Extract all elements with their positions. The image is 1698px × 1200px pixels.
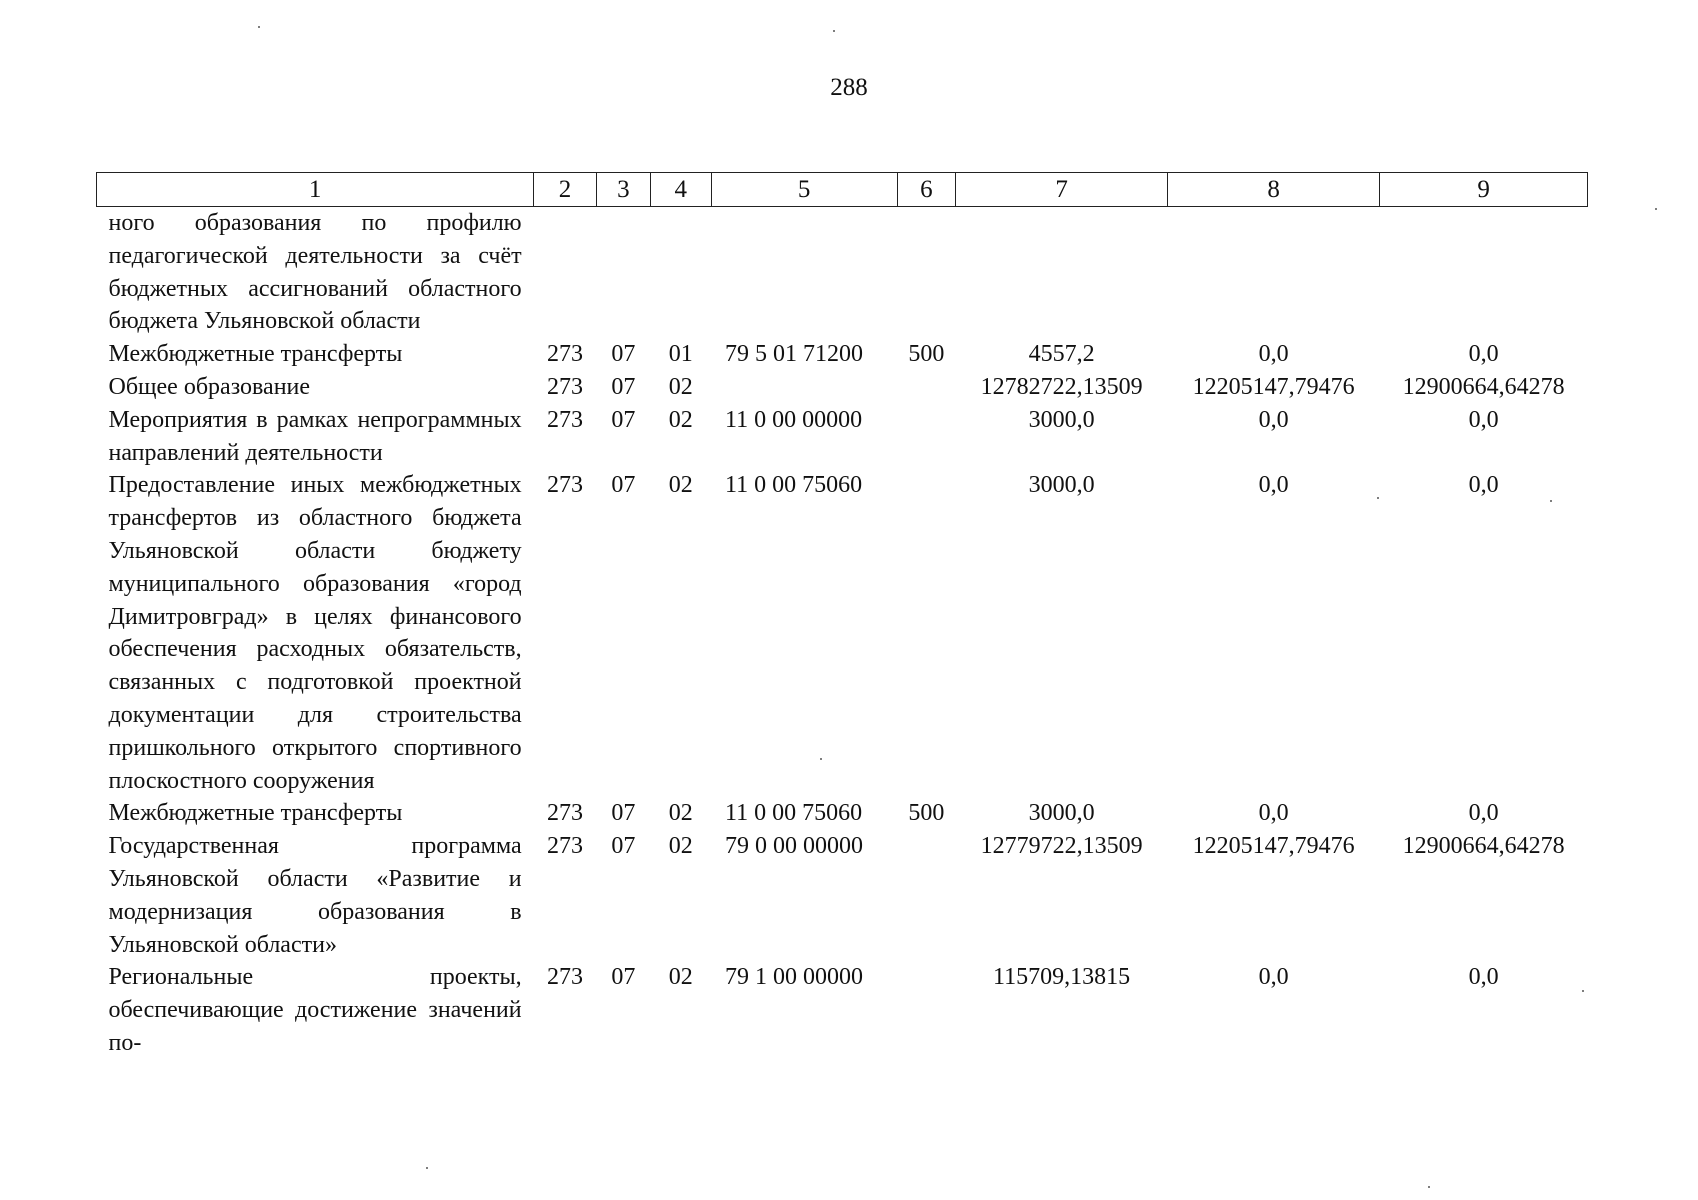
table-row — [97, 207, 1588, 339]
cell-target-article — [711, 207, 897, 339]
cell-expense-type — [897, 961, 955, 1059]
cell-subsection — [650, 207, 711, 339]
cell-amount-9: 0,0 — [1468, 341, 1499, 368]
table-row — [97, 830, 1588, 961]
scan-speck — [258, 26, 260, 28]
scan-speck — [820, 758, 822, 760]
cell-amount-9 — [1380, 207, 1588, 339]
table-row — [97, 371, 1588, 404]
cell-section: 07 — [611, 472, 636, 499]
cell-amount-7: 12782722,13509 — [980, 373, 1143, 400]
cell-section: 07 — [611, 800, 636, 827]
cell-amount-8: 0,0 — [1258, 406, 1289, 433]
cell-section: 07 — [611, 964, 636, 991]
cell-amount-8: 0,0 — [1258, 964, 1289, 991]
cell-admin-code: 273 — [547, 472, 583, 499]
cell-expense-type — [897, 469, 955, 797]
column-header: 2 — [534, 173, 597, 207]
cell-subsection: 02 — [668, 964, 693, 991]
cell-amount-7: 4557,2 — [1028, 341, 1095, 368]
cell-admin-code: 273 — [547, 341, 583, 368]
row-name: Мероприятия в рамках непрограммных направлений деятельности — [108, 406, 522, 466]
cell-admin-code: 273 — [547, 964, 583, 991]
scan-speck — [833, 30, 835, 32]
column-header: 5 — [711, 173, 897, 207]
column-header: 1 — [97, 173, 534, 207]
table-header — [97, 173, 1588, 207]
cell-amount-9: 0,0 — [1468, 964, 1499, 991]
cell-amount-8: 0,0 — [1258, 341, 1289, 368]
row-name: Региональные проекты, обеспечивающие достижение значений по- — [108, 964, 522, 1056]
cell-section: 07 — [611, 373, 636, 400]
cell-amount-7: 115709,13815 — [993, 964, 1131, 991]
column-header: 4 — [650, 173, 711, 207]
cell-amount-7: 3000,0 — [1028, 800, 1095, 827]
cell-subsection: 01 — [668, 341, 693, 368]
cell-subsection: 02 — [668, 406, 693, 433]
cell-target-article: 79 0 00 00000 — [725, 833, 864, 860]
cell-expense-type — [897, 404, 955, 470]
cell-target-article: 11 0 00 75060 — [725, 472, 863, 499]
cell-expense-type: 500 — [908, 800, 945, 827]
cell-target-article: 79 1 00 00000 — [725, 964, 864, 991]
cell-section: 07 — [611, 833, 636, 860]
page-number: 288 — [830, 74, 868, 101]
table-row — [97, 797, 1588, 830]
cell-expense-type — [897, 371, 955, 404]
row-name: Межбюджетные трансферты — [108, 341, 403, 368]
table-row — [97, 961, 1588, 1059]
cell-amount-7: 3000,0 — [1028, 406, 1095, 433]
cell-target-article: 11 0 00 75060 — [725, 800, 863, 827]
cell-section — [596, 207, 650, 339]
cell-amount-8: 0,0 — [1258, 472, 1289, 499]
cell-amount-8: 12205147,79476 — [1192, 833, 1355, 860]
column-header: 3 — [596, 173, 650, 207]
scan-speck — [1582, 990, 1584, 992]
cell-expense-type: 500 — [908, 341, 945, 368]
scan-speck — [426, 1167, 428, 1169]
scan-speck — [1655, 208, 1657, 210]
budget-table — [96, 172, 1588, 1060]
column-header: 8 — [1168, 173, 1380, 207]
column-header: 9 — [1380, 173, 1588, 207]
cell-target-article: 79 5 01 71200 — [725, 341, 864, 368]
table-row — [97, 338, 1588, 371]
cell-amount-9: 12900664,64278 — [1402, 833, 1565, 860]
row-name: Предоставление иных межбюджетных трансфертов из областного бюджета Ульяновской области бюджету муниципального образования «город Димитровград» в целях финансового обеспечения расходных обязательств, связанных с подготовкой проектной документации для строительства пришкольного открытого спортивного плоскостного сооружения — [108, 472, 522, 794]
cell-subsection: 02 — [668, 833, 693, 860]
cell-subsection: 02 — [668, 800, 693, 827]
cell-target-article: 11 0 00 00000 — [725, 406, 863, 433]
column-header: 6 — [897, 173, 955, 207]
cell-admin-code — [534, 207, 597, 339]
cell-amount-8: 12205147,79476 — [1192, 373, 1355, 400]
column-header: 7 — [956, 173, 1168, 207]
cell-amount-7: 3000,0 — [1028, 472, 1095, 499]
cell-amount-9: 0,0 — [1468, 472, 1499, 499]
cell-amount-9: 0,0 — [1468, 406, 1499, 433]
cell-amount-9: 0,0 — [1468, 800, 1499, 827]
cell-expense-type — [897, 830, 955, 961]
row-name: Межбюджетные трансферты — [108, 800, 403, 827]
table-row — [97, 404, 1588, 470]
row-name: Государственная программа Ульяновской области «Развитие и модернизация образования в Ульяновской области» — [108, 833, 522, 958]
scan-speck — [1428, 1186, 1430, 1188]
cell-expense-type — [897, 207, 955, 339]
row-name: Общее образование — [108, 373, 311, 400]
scan-speck — [1550, 500, 1552, 502]
cell-section: 07 — [611, 406, 636, 433]
cell-amount-8 — [1168, 207, 1380, 339]
cell-section: 07 — [611, 341, 636, 368]
scan-speck — [1377, 497, 1379, 499]
row-name: ного образования по профилю педагогической деятельности за счёт бюджетных ассигнований областного бюджета Ульяновской области — [108, 210, 522, 335]
cell-amount-9: 12900664,64278 — [1402, 373, 1565, 400]
cell-subsection: 02 — [668, 373, 693, 400]
cell-admin-code: 273 — [547, 833, 583, 860]
table-row — [97, 469, 1588, 797]
cell-subsection: 02 — [668, 472, 693, 499]
cell-amount-8: 0,0 — [1258, 800, 1289, 827]
cell-target-article — [711, 371, 897, 404]
cell-amount-7: 12779722,13509 — [980, 833, 1143, 860]
cell-admin-code: 273 — [547, 800, 583, 827]
cell-amount-7 — [956, 207, 1168, 339]
cell-admin-code: 273 — [547, 373, 583, 400]
cell-admin-code: 273 — [547, 406, 583, 433]
